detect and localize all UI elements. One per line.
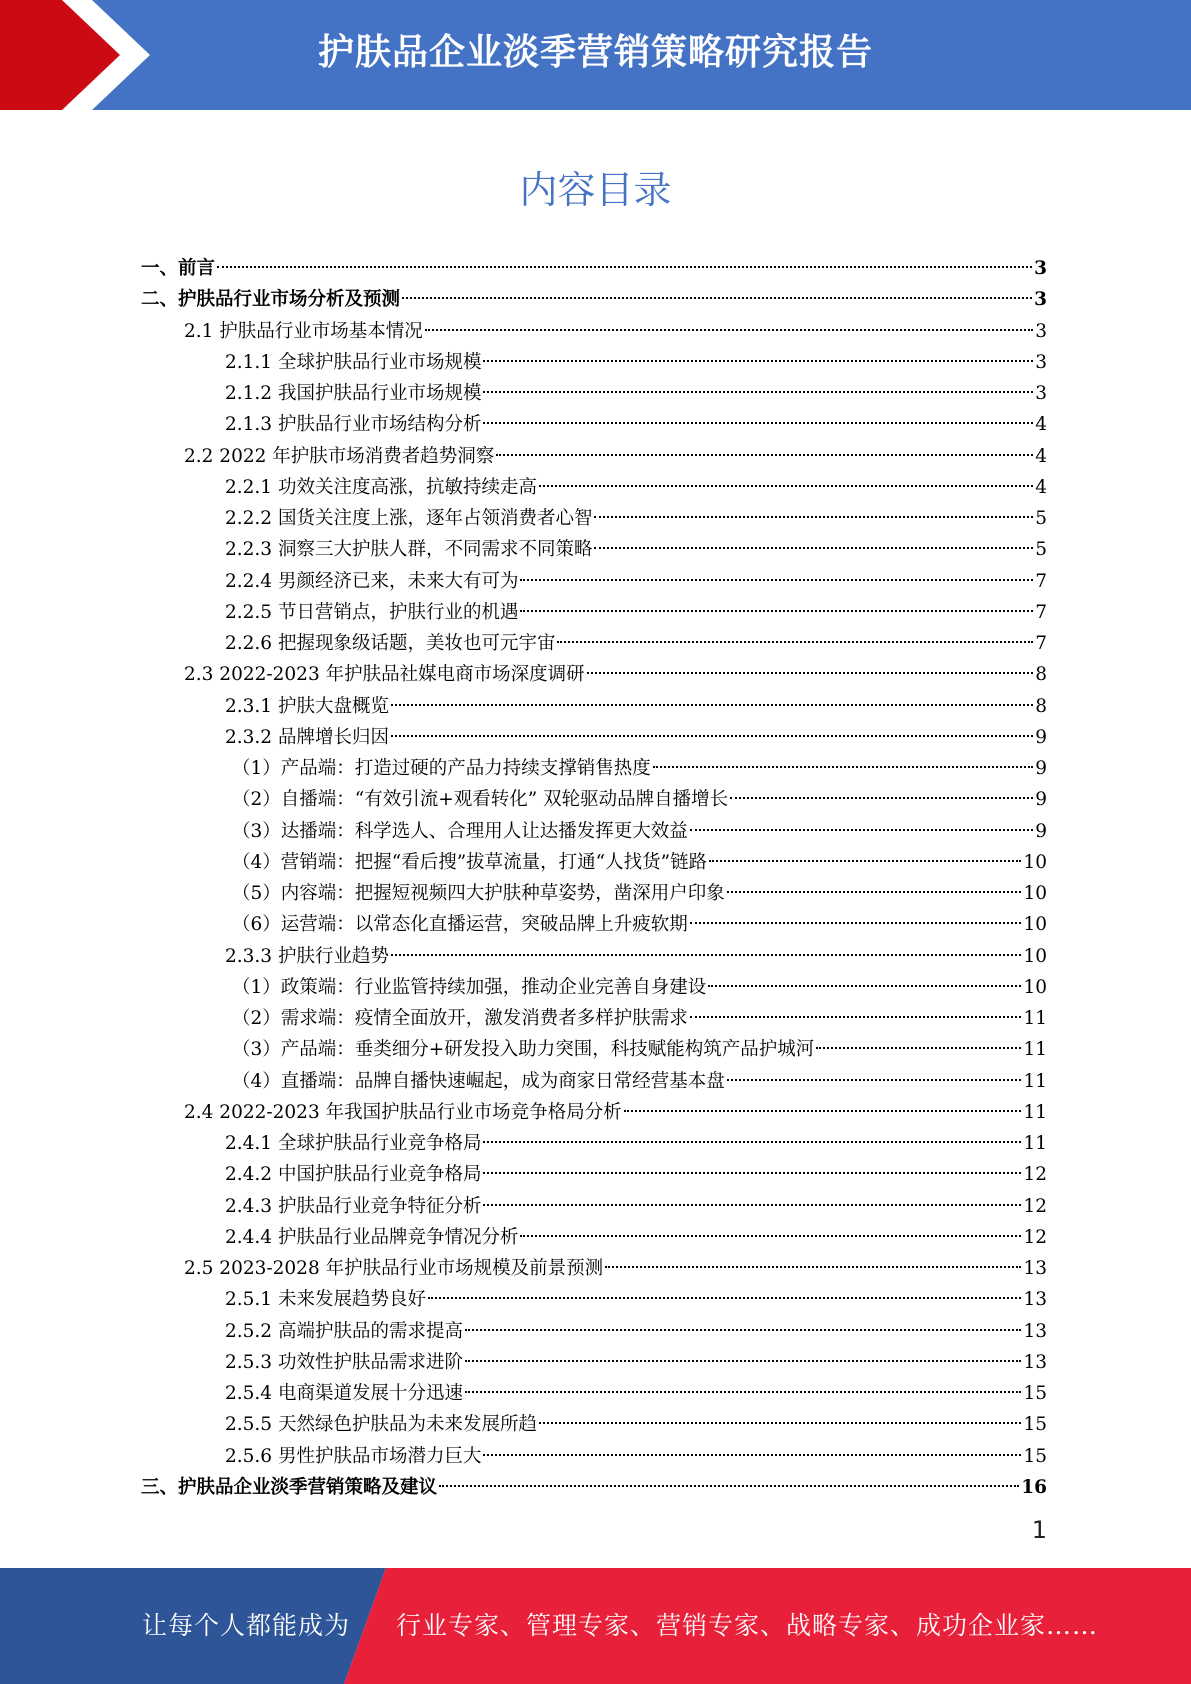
toc-dot-leader [391,735,1033,737]
toc-entry-text: 2.3.2 品牌增长归因 [225,726,389,748]
toc-entry-page: 3 [1034,258,1047,279]
toc-dot-leader [483,1204,1021,1206]
toc-entry[interactable] [141,347,1047,378]
toc-entry-text: （1）政策端：行业监管持续加强，推动企业完善自身建设 [232,976,707,998]
toc-dot-leader [439,1485,1019,1487]
toc-entry[interactable] [141,1316,1047,1347]
toc-entry-text: 2.1 护肤品行业市场基本情况 [184,320,423,342]
toc-entry[interactable] [141,847,1047,878]
toc-entry-text: （3）产品端：垂类细分+研发投入助力突围，科技赋能构筑产品护城河 [232,1039,815,1061]
toc-dot-leader [483,422,1033,424]
toc-entry-text: 2.2.1 功效关注度高涨，抗敏持续走高 [225,476,537,498]
toc-entry-text: 2.2 2022 年护肤市场消费者趋势洞察 [184,445,495,467]
toc-entry[interactable] [141,253,1047,284]
footer-roles: 行业专家、管理专家、营销专家、战略专家、成功企业家…… [396,1611,1099,1640]
toc-entry[interactable] [141,378,1047,409]
toc-entry-page: 12 [1023,1226,1047,1248]
toc-entry[interactable] [141,441,1047,472]
toc-entry[interactable] [141,972,1047,1003]
toc-entry[interactable] [141,1472,1047,1503]
toc-entry-page: 4 [1035,414,1047,436]
toc-dot-leader [587,672,1034,674]
toc-entry-page: 4 [1035,445,1047,467]
toc-entry-text: 2.5.4 电商渠道发展十分迅速 [225,1383,463,1404]
toc-entry-text: 2.1.1 全球护肤品行业市场规模 [225,351,482,373]
toc-entry-text: （2）需求端：疫情全面放开，激发消费者多样护肤需求 [232,1008,688,1029]
toc-dot-leader [483,1141,1021,1143]
toc-dot-leader [465,1329,1021,1331]
toc-dot-leader [727,891,1022,893]
toc-dot-leader [816,1047,1021,1049]
toc-entry-text: 2.5.2 高端护肤品的需求提高 [225,1320,463,1342]
toc-entry-page: 7 [1035,601,1047,623]
toc-entry-page: 9 [1035,758,1047,779]
toc-entry-text: 2.5.6 男性护肤品市场潜力巨大 [225,1445,482,1467]
toc-entry-text: （3）达播端：科学选人、合理用人让达播发挥更大效益 [232,820,688,842]
toc-entry[interactable] [141,1191,1047,1222]
toc-entry-page: 10 [1023,851,1047,873]
toc-dot-leader [624,1110,1022,1112]
toc-entry-text: （6）运营端：以常态化直播运营，突破品牌上升疲软期 [232,914,688,936]
toc-entry[interactable] [141,1284,1047,1315]
toc-dot-leader [483,391,1033,393]
toc-entry-page: 3 [1035,383,1047,404]
toc-dot-leader [483,360,1033,362]
toc-dot-leader [708,985,1021,987]
toc-entry-text: 2.1.3 护肤品行业市场结构分析 [225,414,482,436]
toc-dot-leader [709,860,1021,862]
toc-entry-page: 10 [1023,976,1047,998]
toc-entry-text: 2.4.4 护肤品行业品牌竞争情况分析 [225,1226,519,1248]
toc-dot-leader [690,829,1033,831]
toc-entry-text: 2.4 2022-2023 年我国护肤品行业市场竞争格局分析 [184,1101,622,1123]
toc-entry-text: 二、护肤品行业市场分析及预测 [141,289,401,311]
toc-entry[interactable] [141,691,1047,722]
toc-entry[interactable] [141,503,1047,534]
page-number: 1 [1031,1516,1047,1544]
toc-entry-page: 7 [1035,570,1047,592]
toc-entry-page: 8 [1035,664,1047,686]
toc-entry-text: 2.3.1 护肤大盘概览 [225,695,389,717]
toc-entry-page: 13 [1023,1289,1047,1311]
toc-dot-leader [520,1235,1021,1237]
report-title: 护肤品企业淡季营销策略研究报告 [317,32,873,73]
toc-dot-leader [557,641,1033,643]
toc-entry[interactable] [141,284,1047,315]
toc-dot-leader [730,797,1033,799]
toc-dot-leader [539,485,1033,487]
toc-entry-text: 2.2.6 把握现象级话题，美妆也可元宇宙 [225,633,556,654]
toc-entry-page: 10 [1023,883,1047,904]
page-footer [0,1568,1191,1684]
toc-entry-page: 7 [1035,633,1047,654]
toc-dot-leader [465,1391,1021,1393]
toc-entry[interactable] [141,1097,1047,1128]
toc-dot-leader [425,329,1033,331]
toc-entry-page: 11 [1023,1039,1047,1061]
toc-entry-text: （1）产品端：打造过硬的产品力持续支撑销售热度 [232,758,651,779]
toc-entry-page: 3 [1034,289,1047,311]
toc-entry-page: 13 [1023,1258,1047,1279]
toc-dot-leader [428,1297,1021,1299]
toc-entry-text: 2.5 2023-2028 年护肤品行业市场规模及前景预测 [184,1258,604,1279]
toc-entry-text: 2.4.2 中国护肤品行业竞争格局 [225,1164,482,1186]
toc-heading: 内容目录 [519,168,672,212]
toc-entry-text: 2.5.1 未来发展趋势良好 [225,1289,426,1311]
toc-dot-leader [520,579,1033,581]
toc-entry-page: 11 [1023,1008,1047,1029]
toc-entry-page: 10 [1023,914,1047,936]
table-of-contents [141,253,1047,1503]
toc-entry-page: 16 [1021,1476,1047,1498]
toc-entry-text: 一、前言 [141,258,216,279]
toc-entry[interactable] [141,722,1047,753]
toc-entry-text: （2）自播端：“有效引流+观看转化” 双轮驱动品牌自播增长 [232,789,729,811]
toc-entry[interactable] [141,409,1047,440]
toc-entry-text: 2.2.4 男颜经济已来，未来大有可为 [225,570,519,592]
toc-entry[interactable] [141,816,1047,847]
toc-dot-leader [483,1454,1021,1456]
toc-entry[interactable] [141,659,1047,690]
toc-entry-page: 5 [1035,539,1047,561]
toc-entry-page: 13 [1023,1351,1047,1373]
toc-entry[interactable] [141,878,1047,909]
toc-entry-page: 10 [1023,945,1047,967]
toc-entry-page: 8 [1035,695,1047,717]
toc-entry[interactable] [141,597,1047,628]
toc-entry-text: 2.3 2022-2023 年护肤品社媒电商市场深度调研 [184,664,585,686]
toc-entry[interactable] [141,628,1047,659]
toc-dot-leader [727,1079,1022,1081]
toc-entry-text: 2.5.5 天然绿色护肤品为未来发展所趋 [225,1414,537,1436]
toc-dot-leader [520,610,1033,612]
toc-entry[interactable] [141,1378,1047,1409]
toc-entry-text: 2.2.3 洞察三大护肤人群，不同需求不同策略 [225,539,593,561]
toc-entry[interactable] [141,1128,1047,1159]
toc-dot-leader [391,954,1021,956]
toc-entry-page: 5 [1035,508,1047,529]
toc-dot-leader [402,297,1032,299]
toc-dot-leader [605,1266,1021,1268]
toc-entry[interactable] [141,753,1047,784]
toc-entry-page: 12 [1023,1195,1047,1217]
toc-entry[interactable] [141,941,1047,972]
toc-entry[interactable] [141,909,1047,940]
toc-entry-page: 11 [1023,1070,1047,1092]
toc-entry[interactable] [141,1222,1047,1253]
toc-entry-page: 11 [1023,1133,1047,1154]
toc-entry-page: 11 [1023,1101,1047,1123]
toc-entry-page: 15 [1023,1383,1047,1404]
toc-entry-text: 2.1.2 我国护肤品行业市场规模 [225,383,482,404]
toc-entry[interactable] [141,534,1047,565]
toc-entry-page: 3 [1035,351,1047,373]
toc-entry-text: （4）营销端：把握“看后搜”拔草流量，打通“人找货”链路 [232,851,708,873]
toc-entry[interactable] [141,1003,1047,1034]
toc-dot-leader [539,1422,1021,1424]
toc-entry-page: 12 [1023,1164,1047,1186]
toc-dot-leader [465,1360,1021,1362]
toc-entry-text: 2.4.1 全球护肤品行业竞争格局 [225,1133,482,1154]
toc-entry[interactable] [141,316,1047,347]
toc-entry-page: 3 [1035,320,1047,342]
toc-dot-leader [690,1016,1022,1018]
toc-entry-text: 2.2.2 国货关注度上涨，逐年占领消费者心智 [225,508,593,529]
toc-entry-page: 15 [1023,1414,1047,1436]
toc-entry[interactable] [141,784,1047,815]
toc-dot-leader [653,766,1033,768]
toc-entry-text: （5）内容端：把握短视频四大护肤种草姿势，凿深用户印象 [232,883,725,904]
toc-entry-text: （4）直播端：品牌自播快速崛起，成为商家日常经营基本盘 [232,1070,725,1092]
toc-dot-leader [594,547,1033,549]
toc-entry[interactable] [141,1441,1047,1472]
toc-dot-leader [690,922,1022,924]
toc-dot-leader [483,1172,1021,1174]
toc-entry-page: 15 [1023,1445,1047,1467]
toc-entry-page: 4 [1035,476,1047,498]
toc-entry-page: 9 [1035,820,1047,842]
toc-entry[interactable] [141,1159,1047,1190]
toc-entry-text: 三、护肤品企业淡季营销策略及建议 [141,1476,438,1498]
toc-entry-page: 9 [1035,789,1047,811]
toc-entry[interactable] [141,1034,1047,1065]
toc-entry-text: 2.4.3 护肤品行业竞争特征分析 [225,1195,482,1217]
toc-entry[interactable] [141,1409,1047,1440]
toc-entry-text: 2.3.3 护肤行业趋势 [225,945,389,967]
toc-entry-page: 9 [1035,726,1047,748]
page-header [0,0,1191,110]
toc-entry-text: 2.2.5 节日营销点，护肤行业的机遇 [225,601,519,623]
footer-slogan: 让每个人都能成为 [142,1611,351,1640]
toc-entry[interactable] [141,1347,1047,1378]
toc-entry-page: 13 [1023,1320,1047,1342]
toc-entry[interactable] [141,1253,1047,1284]
toc-dot-leader [391,704,1033,706]
toc-dot-leader [496,454,1033,456]
toc-dot-leader [594,516,1033,518]
toc-entry[interactable] [141,472,1047,503]
toc-dot-leader [217,266,1032,268]
toc-entry[interactable] [141,566,1047,597]
toc-entry[interactable] [141,1066,1047,1097]
toc-entry-text: 2.5.3 功效性护肤品需求进阶 [225,1351,463,1373]
